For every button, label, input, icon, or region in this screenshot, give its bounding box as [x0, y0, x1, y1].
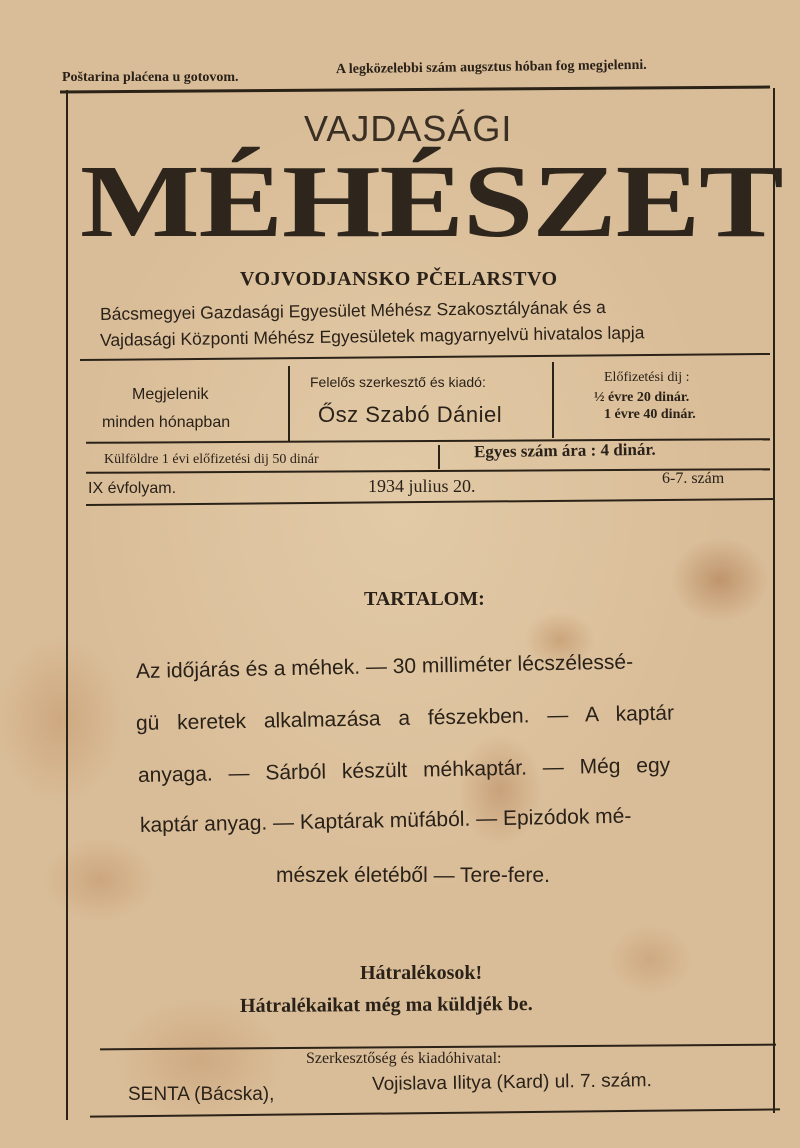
issue-number: 6-7. szám — [662, 470, 725, 487]
frame-left — [66, 90, 68, 1120]
reminder-heading: Hátralékosok! — [360, 962, 483, 984]
contents-heading: TARTALOM: — [364, 588, 485, 610]
contents-line-4: kaptár anyag. — Kaptárak müfából. — Epizódok mé- — [139, 804, 632, 837]
contents-line-1: Az időjárás és a méhek. — 30 milliméter lécszélessé- — [135, 650, 634, 683]
masthead-rule — [80, 353, 770, 361]
office-label: Szerkesztőség és kiadóhivatal: — [306, 1050, 502, 1067]
subscription-label: Előfizetési dij : — [604, 370, 690, 385]
postage-notice: Poštarina plaćena u gotovom. — [62, 70, 239, 85]
address-city: SENTA (Bácska), — [128, 1084, 275, 1105]
info-divider-2 — [552, 362, 554, 438]
address-street: Vojislava Ilitya (Kard) ul. 7. szám. — [371, 1070, 652, 1095]
masthead-desc-1: Bácsmegyei Gazdasági Egyesület Méhész Szakosztályának és a — [99, 296, 606, 324]
info-rule-3 — [86, 498, 774, 506]
single-price: Egyes szám ára : 4 dinár. — [473, 439, 656, 462]
frame-bottom — [90, 1108, 780, 1117]
next-issue-notice: A legközelebbi szám augsztus hóban fog megjelenni. — [335, 57, 647, 78]
frequency-1: Megjelenik — [132, 386, 209, 403]
masthead-title: MÉHÉSZET — [80, 144, 783, 259]
info-rule-1 — [86, 438, 770, 444]
masthead-region: VAJDASÁGI — [304, 108, 513, 149]
subscription-half: ½ évre 20 dinár. — [594, 390, 690, 405]
editor-name: Ősz Szabó Dániel — [318, 402, 503, 427]
abroad-price: Külföldre 1 évi előfizetési dij 50 dinár — [104, 452, 319, 467]
editor-label: Felelős szerkesztő és kiadó: — [310, 374, 486, 390]
info-divider-1 — [288, 366, 290, 442]
contents-line-5: mészek életéből — Tere-fere. — [276, 864, 550, 887]
contents-line-3: anyaga. — Sárból készült méhkaptár. — Még egy — [137, 753, 671, 787]
top-rule — [60, 86, 770, 94]
issue-date: 1934 julius 20. — [368, 476, 476, 496]
info-divider-3 — [438, 445, 440, 469]
masthead-subtitle: VOJVODJANSKO PČELARSTVO — [240, 268, 558, 290]
masthead-desc-2: Vajdasági Központi Méhész Egyesületek magyarnyelvü hivatalos lapja — [99, 322, 645, 350]
subscription-year: 1 évre 40 dinár. — [604, 407, 696, 422]
reminder-text: Hátralékaikat még ma küldjék be. — [239, 992, 533, 1018]
volume: IX évfolyam. — [88, 480, 177, 497]
contents-line-2: gü keretek alkalmazása a fészekben. — A kaptár — [135, 701, 675, 735]
frequency-2: minden hónapban — [102, 414, 231, 431]
